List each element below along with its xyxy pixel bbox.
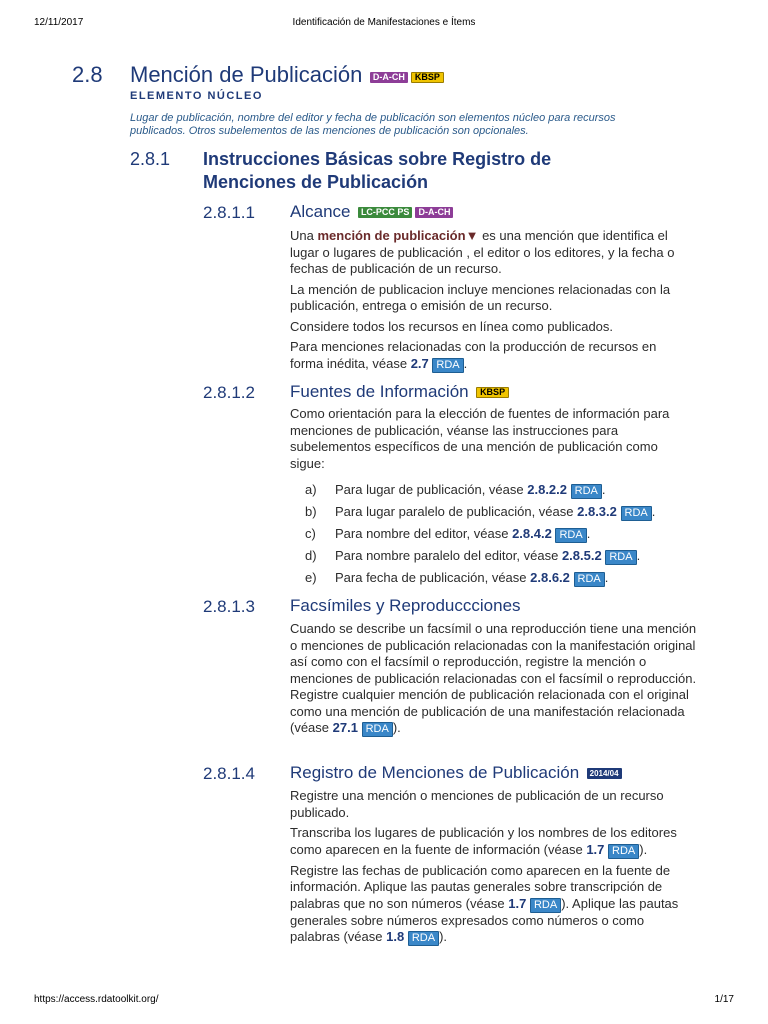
list-marker: e) (305, 570, 317, 585)
rda-link[interactable]: RDA (555, 528, 586, 543)
s4-heading (290, 763, 622, 783)
ref-link[interactable]: 2.8.5.2 (561, 548, 602, 563)
subsection-title (203, 148, 551, 194)
list-item (305, 482, 606, 499)
subsection-number: 2.8.1 (130, 149, 171, 169)
ref-link[interactable]: 1.7 (586, 841, 605, 857)
rda-link[interactable]: RDA (574, 572, 605, 587)
s2-intro: Como orientación para la elección de fuentes de información para menciones de publicación, véanse las instrucciones para subelementos específicos de una mención de publicación como sigue: (290, 406, 670, 471)
ref-link[interactable]: 2.7 (410, 355, 429, 371)
s1-body (290, 228, 690, 377)
ref-link[interactable]: 2.8.4.2 (512, 526, 552, 541)
list-end: . (651, 504, 656, 519)
ref-link[interactable]: 2.8.3.2 (577, 504, 617, 519)
subsection-title-line1: Instrucciones Básicas sobre Registro de (203, 149, 552, 169)
s4-p3-text-b: ). Aplique las pautas generales sobre números expresados como números o como palabras (véase (290, 895, 679, 944)
print-header-title: Identificación de Manifestaciones e Ítems (292, 17, 476, 28)
kbsp-badge[interactable]: KBSP (476, 387, 509, 398)
rda-link[interactable]: RDA (530, 898, 561, 913)
s1-paragraph-1 (290, 228, 690, 278)
s4-p2-text: Transcriba los lugares de publicación y los nombres de los editores como aparecen en la fuente de información (véase (290, 825, 677, 857)
section-title: Mención de Publicación (130, 62, 363, 87)
rda-link[interactable]: RDA (362, 722, 393, 737)
list-end: . (586, 526, 591, 541)
footer-url[interactable]: https://access.rdatoolkit.org/ (34, 994, 159, 1005)
list-end: . (604, 570, 609, 585)
list-text: Para nombre del editor, véase (335, 526, 509, 541)
list-marker: a) (305, 482, 317, 497)
s4-title: Registro de Menciones de Publicación (290, 763, 580, 782)
s2-title: Fuentes de Información (290, 382, 469, 401)
s3-end: ). (392, 720, 401, 735)
core-element-label: ELEMENTO NÚCLEO (130, 90, 263, 102)
s1-number: 2.8.1.1 (203, 203, 255, 222)
ref-link[interactable]: 1.7 (508, 895, 527, 911)
kbsp-badge[interactable]: KBSP (411, 72, 444, 83)
list-text: Para lugar de publicación, véase (335, 482, 524, 497)
list-item (305, 526, 590, 543)
ref-link[interactable]: 1.8 (386, 929, 405, 944)
revision-date-badge[interactable]: 2014/04 (587, 768, 622, 779)
s1-paragraph-2: La mención de publicacion incluye menciones relacionadas con la publicación, entrega o emisión de un recurso. (290, 281, 671, 313)
s4-paragraph-2 (290, 825, 690, 859)
definition-term-link[interactable]: mención de publicación▼ (317, 228, 479, 243)
s2-number: 2.8.1.2 (203, 383, 255, 402)
rda-link[interactable]: RDA (608, 844, 639, 859)
s1-title: Alcance (290, 202, 351, 221)
s1-p4-end: . (463, 355, 468, 371)
s4-p3-end: ). (439, 929, 448, 944)
s1-p4-text: Para menciones relacionadas con la producción de recursos en forma inédita, véase (290, 339, 657, 371)
rda-link[interactable]: RDA (432, 358, 463, 373)
page-number: 1/17 (714, 994, 734, 1005)
s4-p3-text-a: Registre las fechas de publicación como aparecen en la fuente de información. Aplique las pautas generales sobre transcripción de palabras que no son números (véase (290, 862, 671, 911)
dach-badge[interactable]: D-A-CH (415, 207, 453, 218)
rda-link[interactable]: RDA (605, 550, 636, 565)
list-marker: c) (305, 526, 316, 541)
rda-link[interactable]: RDA (621, 506, 652, 521)
rda-link[interactable]: RDA (408, 931, 439, 946)
core-element-note: Lugar de publicación, nombre del editor y fecha de publicación son elementos núcleo para recursos publicados. Otros subelementos de las menciones de publicación son opcionales. (130, 112, 616, 137)
s1-p1-rest: es una mención que identifica el lugar o lugares de publicación , el editor o los editores, y la fecha o fechas de publicación de un recurso. (290, 228, 675, 276)
subsection-title-line2: Menciones de Publicación (203, 172, 429, 192)
s1-p1-start: Una (290, 228, 314, 243)
list-text: Para nombre paralelo del editor, véase (335, 548, 559, 563)
s3-number: 2.8.1.3 (203, 597, 255, 616)
section-heading (130, 62, 444, 88)
ref-link[interactable]: 2.8.6.2 (530, 570, 570, 585)
lc-pcc-ps-badge[interactable]: LC-PCC PS (358, 207, 413, 218)
section-number: 2.8 (72, 62, 103, 87)
s3-text: Cuando se describe un facsímil o una reproducción tiene una mención o menciones de publicación relacionadas con la manifestación original así como con el facsímil o reproducción, registre la mención o menciones de publicación relacionadas con el facsímil o reproducción. Registre cualquier mención de publicación relacionada con el original como una mención de publicación de una manifestación relacionada (véase (290, 621, 697, 735)
list-text: Para lugar paralelo de publicación, véase (335, 504, 574, 519)
list-item (305, 504, 655, 521)
s1-heading (290, 202, 453, 222)
s2-heading (290, 382, 509, 402)
list-item (305, 570, 608, 587)
s1-paragraph-4 (290, 339, 690, 373)
list-item (305, 548, 640, 565)
list-end: . (601, 482, 606, 497)
s4-body (290, 788, 690, 950)
s3-body (290, 621, 700, 737)
s4-number: 2.8.1.4 (203, 764, 255, 783)
ref-link[interactable]: 2.8.2.2 (527, 482, 568, 497)
list-marker: d) (305, 548, 317, 563)
rda-link[interactable]: RDA (571, 484, 602, 499)
list-end: . (636, 548, 641, 563)
list-text: Para fecha de publicación, véase (335, 570, 527, 585)
print-date: 12/11/2017 (34, 17, 84, 28)
s2-list (305, 482, 705, 592)
s4-paragraph-1: Registre una mención o menciones de publicación de un recurso publicado. (290, 788, 664, 820)
ref-link[interactable]: 27.1 (332, 720, 358, 735)
s3-title: Facsímiles y Reproduccciones (290, 596, 521, 615)
dach-badge[interactable]: D-A-CH (370, 72, 408, 83)
s4-p2-end: ). (639, 841, 648, 857)
list-marker: b) (305, 504, 317, 519)
s1-paragraph-3: Considere todos los recursos en línea como publicados. (290, 318, 614, 334)
s4-paragraph-3 (290, 863, 690, 947)
